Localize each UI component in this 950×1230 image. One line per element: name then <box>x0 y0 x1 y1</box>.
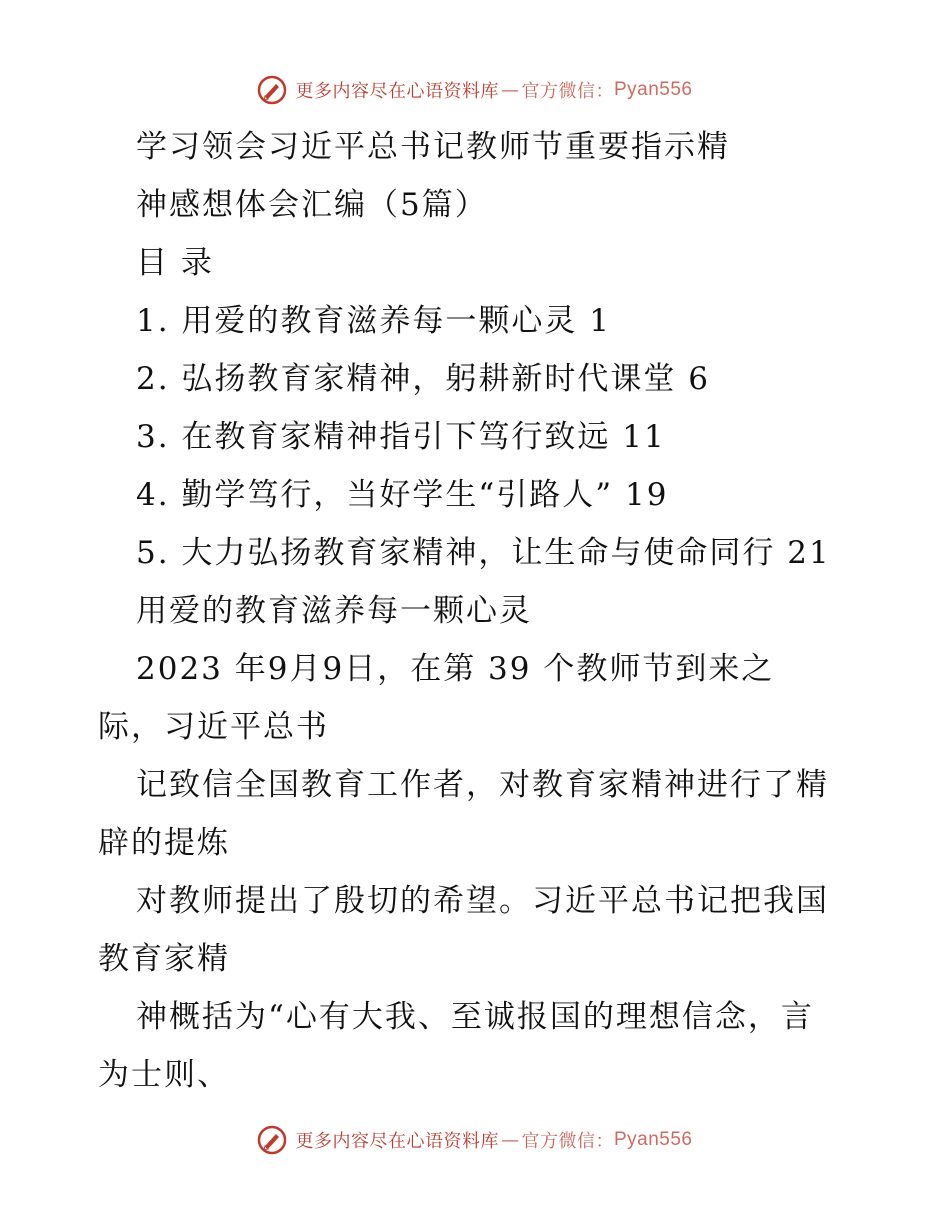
toc-item[interactable]: 4. 勤学笃行，当好学生“引路人” 19 <box>136 477 669 513</box>
table-of-contents <box>98 292 858 582</box>
paragraph-line-continuation: 为士则、 <box>98 1057 230 1093</box>
paragraph-line: 记致信全国教育工作者，对教育家精神进行了精 <box>136 767 829 803</box>
section-title: 用爱的教育滋养每一颗心灵 <box>136 593 532 629</box>
paragraph-line: 对教师提出了殷切的希望。习近平总书记把我国 <box>136 883 829 919</box>
watermark-separator: — <box>500 1129 520 1151</box>
paragraph-line-continuation: 际，习近平总书 <box>98 709 329 745</box>
pen-in-circle-icon <box>257 1125 287 1155</box>
watermark-wechat-label: 官方微信： <box>521 81 614 102</box>
watermark-wechat-label: 官方微信： <box>521 1131 614 1152</box>
document-title-line-1: 学习领会习近平总书记教师节重要指示精 <box>136 129 730 165</box>
document-body <box>98 118 858 1104</box>
toc-item[interactable]: 2. 弘扬教育家精神，躬耕新时代课堂 6 <box>136 361 711 397</box>
body-paragraphs <box>98 640 858 1104</box>
watermark-header <box>0 70 950 110</box>
watermark-footer <box>0 1120 950 1160</box>
pen-in-circle-icon <box>257 75 287 105</box>
watermark-wechat-id: Pyan556 <box>613 1129 693 1150</box>
watermark-site-link[interactable]: 更多内容尽在心语资料库 <box>295 1131 499 1152</box>
paragraph-line-continuation: 辟的提炼 <box>98 825 230 861</box>
document-title-line-2: 神感想体会汇编（5篇） <box>136 187 488 223</box>
toc-item[interactable]: 3. 在教育家精神指引下笃行致远 11 <box>136 419 666 455</box>
toc-item[interactable]: 1. 用爱的教育滋养每一颗心灵 1 <box>136 303 612 339</box>
watermark-wechat-id: Pyan556 <box>613 79 693 100</box>
paragraph-line: 神概括为“心有大我、至诚报国的理想信念，言 <box>136 999 814 1035</box>
paragraph-line-continuation: 教育家精 <box>98 941 230 977</box>
watermark-separator: — <box>500 79 520 101</box>
toc-heading: 目 录 <box>136 245 214 281</box>
toc-item[interactable]: 5. 大力弘扬教育家精神，让生命与使命同行 21 <box>136 535 831 571</box>
watermark-site-link[interactable]: 更多内容尽在心语资料库 <box>295 81 499 102</box>
paragraph-line: 2023 年9月9日，在第 39 个教师节到来之 <box>136 651 775 687</box>
